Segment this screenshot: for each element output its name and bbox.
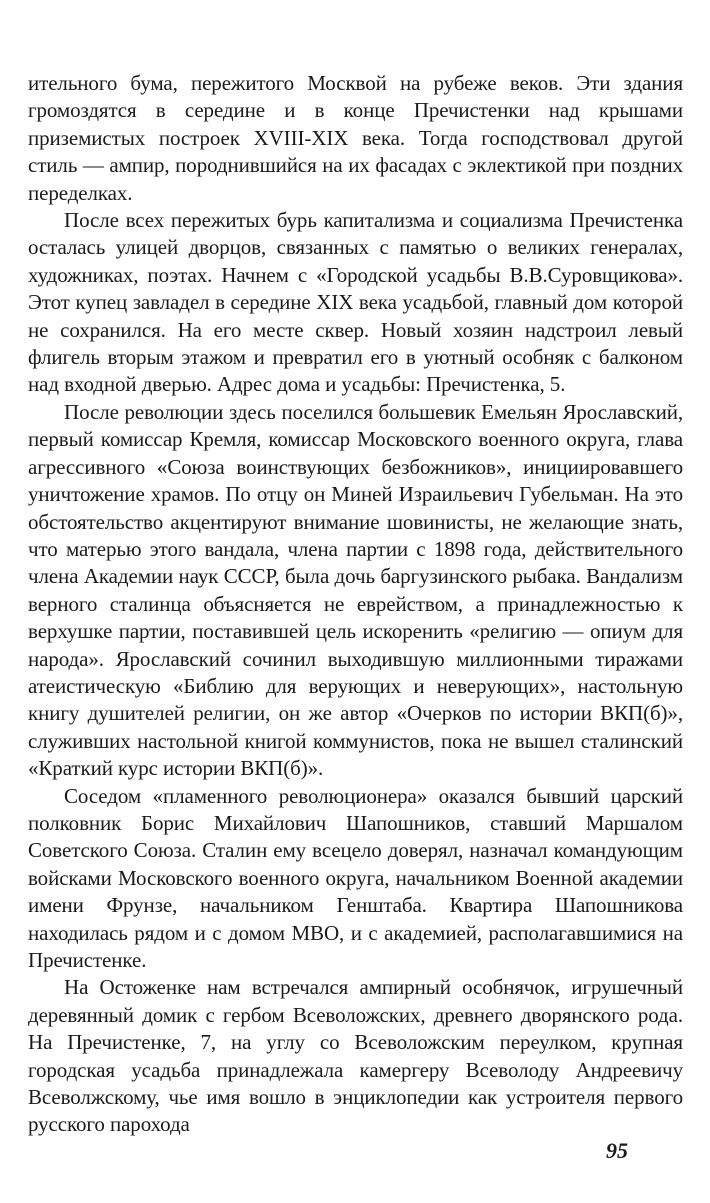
paragraph-4: Соседом «пламенного революционера» оказался бывший царский полковник Борис Михайлович Шапошников, ставший Маршалом Советского Союза. Сталин ему всецело доверял, назначал командующим войсками Московского военного округа, начальником Военной академии имени Фрунзе, начальником Генштаба. Квартира Шапошникова находилась рядом и с домом МВО, и с академией, располагавшимися на Пречистенке.: [28, 783, 683, 972]
page-body: [28, 70, 683, 1139]
paragraph-1: ительного бума, пережитого Москвой на рубеже веков. Эти здания громоздятся в середине и в конце Пречистенки над крышами приземистых построек XVIII-XIX века. Тогда господствовал другой стиль — ампир, породнившийся на их фасадах с эклектикой при поздних переделках.: [28, 71, 683, 205]
page-number: 95: [606, 1138, 628, 1163]
paragraph-5: На Остоженке нам встречался ампирный особнячок, игрушечный деревянный домик с гербом Всеволожских, древнего дворянского рода. На Пречистенке, 7, на углу со Всеволожским переулком, крупная городская усадьба принадлежала камергеру Всеволоду Андреевичу Всеволжскому, чье имя вошло в энциклопедии как устроителя первого русского парохода: [28, 975, 683, 1137]
paragraph-2: После всех пережитых бурь капитализма и социализма Пречистенка осталась улицей дворцов, связанных с памятью о великих генералах, художниках, поэтах. Начнем с «Городской усадьбы В.В.Суровщикова». Этот купец завладел в середине XIX века усадьбой, главный дом которой не сохранился. На его месте сквер. Новый хозяин надстроил левый флигель вторым этажом и превратил его в уютный особняк с балконом над входной дверью. Адрес дома и усадьбы: Пречистенка, 5.: [28, 208, 683, 397]
paragraph-3: После революции здесь поселился большевик Емельян Ярославский, первый комиссар Кремля, комиссар Московского военного округа, глава агрессивного «Союза воинствующих безбожников», инициировавшего уничтожение храмов. По отцу он Миней Израильевич Губельман. На это обстоятельство акцентируют внимание шовинисты, не желающие знать, что матерью этого вандала, члена партии с 1898 года, действительного члена Академии наук СССР, была дочь баргузинского рыбака. Вандализм верного сталинца объясняется не еврейством, а принадлежностью к верхушке партии, поставившей цель искоренить «религию — опиум для народа». Ярославский сочинил выходившую миллионными тиражами атеистическую «Библию для верующих и неверующих», настольную книгу душителей религии, он же автор «Очерков по истории ВКП(б)», служивших настольной книгой коммунистов, пока не вышел сталинский «Краткий курс истории ВКП(б)».: [28, 399, 683, 781]
